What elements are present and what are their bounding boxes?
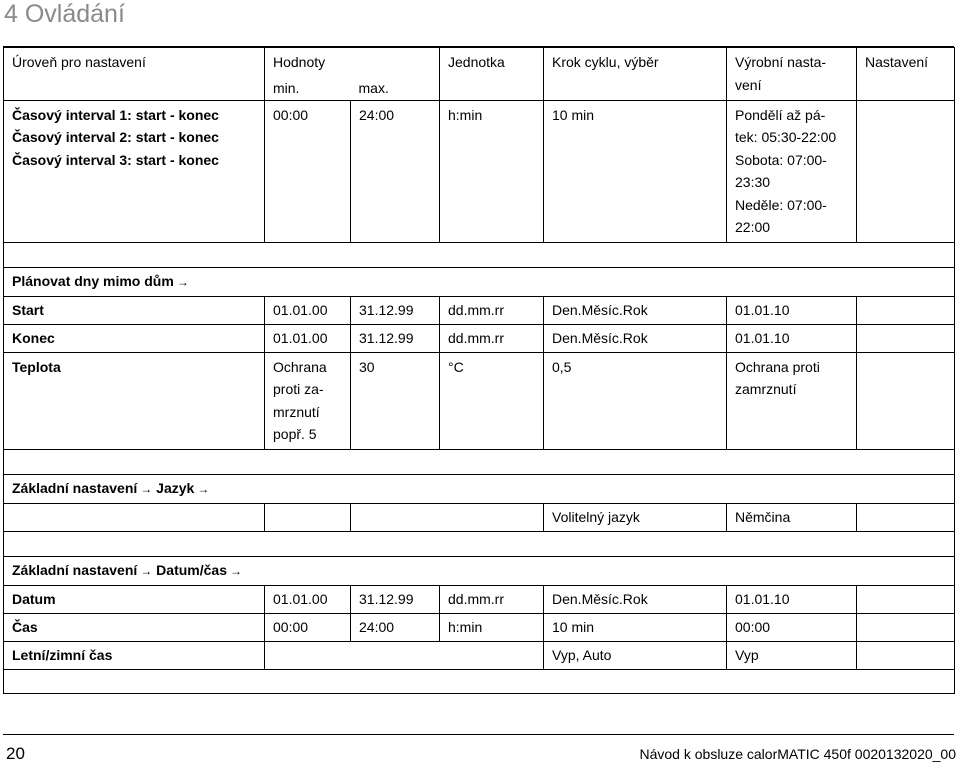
row-setting [857, 613, 955, 641]
row-setting [857, 324, 955, 352]
factory-header-line2: vení [735, 76, 762, 93]
arrow-icon: → [140, 563, 153, 578]
row-factory: 00:00 [727, 613, 857, 641]
interval-3-label: Časový interval 3: start - konec [12, 151, 219, 168]
row-factory: 01.01.10 [727, 296, 857, 324]
row-min: 01.01.00 [265, 296, 351, 324]
interval-unit: h:min [440, 100, 544, 242]
temp-min-line: popř. 5 [273, 426, 317, 442]
row-factory: 01.01.10 [727, 324, 857, 352]
row-unit: h:min [440, 613, 544, 641]
factory-line: tek: 05:30-22:00 [735, 129, 837, 145]
footer-text: Návod k obsluze calorMATIC 450f 0020132020_00 [639, 746, 956, 762]
row-setting [857, 585, 955, 613]
col-min-header: min. [265, 77, 351, 100]
table-row [4, 352, 955, 449]
row-setting [857, 503, 955, 531]
datetime-section-title: Základní nastavení → Datum/čas → [4, 556, 955, 585]
spacer-row [4, 242, 955, 267]
row-step: Volitelný jazyk [544, 503, 727, 531]
header-row [4, 48, 955, 78]
row-step: Vyp, Auto [544, 641, 727, 669]
row-label: Datum [4, 585, 265, 613]
table-row [4, 585, 955, 613]
row-max: 31.12.99 [351, 296, 440, 324]
row-factory: 01.01.10 [727, 585, 857, 613]
away-section-row [4, 267, 955, 296]
interval-max: 24:00 [351, 100, 440, 242]
factory-line: Neděle: 07:00- [735, 196, 827, 213]
factory-line: Pondělí až pá- [735, 106, 826, 123]
interval-setting [857, 100, 955, 242]
row-max [351, 503, 544, 531]
table-row [4, 324, 955, 352]
spacer-row [4, 669, 955, 693]
row-max: 24:00 [351, 613, 440, 641]
col-max-header: max. [351, 77, 440, 100]
col-setting-header: Nastavení [857, 48, 955, 101]
settings-table [3, 47, 955, 694]
row-unit: dd.mm.rr [440, 324, 544, 352]
interval-row [4, 100, 955, 242]
factory-header-line1: Výrobní nasta- [735, 54, 827, 70]
row-label: Letní/zimní čas [4, 641, 265, 669]
row-unit: dd.mm.rr [440, 585, 544, 613]
row-min: 01.01.00 [265, 585, 351, 613]
factory-line: 22:00 [735, 219, 771, 235]
interval-labels [4, 100, 265, 242]
page-number: 20 [6, 744, 25, 763]
row-max: 31.12.99 [351, 585, 440, 613]
col-unit-header: Jednotka [440, 48, 544, 101]
away-section-title: Plánovat dny mimo dům → [4, 267, 955, 296]
row-label: Čas [4, 613, 265, 641]
arrow-icon: → [197, 481, 210, 496]
row-step: 0,5 [544, 352, 727, 449]
row-factory: Němčina [727, 503, 857, 531]
interval-factory [727, 100, 857, 242]
table-row [4, 641, 955, 669]
row-factory: Vyp [727, 641, 857, 669]
row-setting [857, 641, 955, 669]
row-setting [857, 352, 955, 449]
arrow-icon: → [140, 481, 153, 496]
temp-min-line: proti za- [273, 381, 324, 397]
row-step: Den.Měsíc.Rok [544, 296, 727, 324]
col-factory-header [727, 48, 857, 101]
language-section-row [4, 474, 955, 503]
interval-min: 00:00 [265, 100, 351, 242]
temp-factory-line: zamrznutí [735, 381, 797, 397]
spacer-row [4, 531, 955, 556]
col-level-header: Úroveň pro nastavení [4, 48, 265, 101]
temp-min-line: mrznutí [273, 403, 320, 420]
row-max: 30 [351, 352, 440, 449]
language-section-title: Základní nastavení → Jazyk → [4, 474, 955, 503]
interval-2-label: Časový interval 2: start - konec [12, 129, 219, 145]
row-values [265, 641, 544, 669]
row-unit: °C [440, 352, 544, 449]
temp-min [265, 352, 351, 449]
factory-line: 23:30 [735, 174, 771, 190]
factory-line: Sobota: 07:00- [735, 151, 827, 168]
row-min: 00:00 [265, 613, 351, 641]
col-step-header: Krok cyklu, výběr [544, 48, 727, 101]
arrow-icon: → [176, 274, 189, 289]
temp-factory [727, 352, 857, 449]
temp-min-line: Ochrana [273, 358, 327, 375]
table-row [4, 503, 955, 531]
footer-rule [3, 734, 954, 735]
row-min: 01.01.00 [265, 324, 351, 352]
table-row [4, 613, 955, 641]
row-setting [857, 296, 955, 324]
row-max: 31.12.99 [351, 324, 440, 352]
row-label [4, 503, 265, 531]
datetime-section-row [4, 556, 955, 585]
interval-step: 10 min [544, 100, 727, 242]
row-step: 10 min [544, 613, 727, 641]
spacer-row [4, 449, 955, 474]
interval-1-label: Časový interval 1: start - konec [12, 106, 219, 123]
col-values-header: Hodnoty [265, 48, 440, 78]
table-row [4, 296, 955, 324]
temp-factory-line: Ochrana proti [735, 358, 820, 375]
row-step: Den.Měsíc.Rok [544, 324, 727, 352]
row-label: Teplota [4, 352, 265, 449]
row-step: Den.Měsíc.Rok [544, 585, 727, 613]
row-unit: dd.mm.rr [440, 296, 544, 324]
row-label: Konec [4, 324, 265, 352]
row-min [265, 503, 351, 531]
row-label: Start [4, 296, 265, 324]
arrow-icon: → [229, 563, 242, 578]
page-heading: 4 Ovládání [4, 0, 125, 28]
